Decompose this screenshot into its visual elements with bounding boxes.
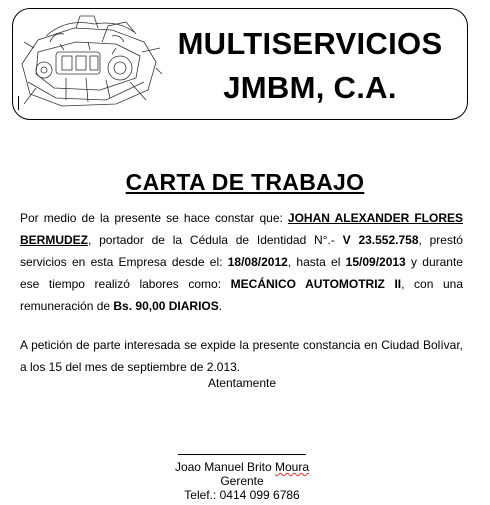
p1-text-1: Por medio de la presente se hace constar que: <box>20 211 288 225</box>
start-date: 18/08/2012 <box>227 255 288 269</box>
signer-name-last: Moura <box>275 460 310 474</box>
closing-salutation: Atentamente <box>207 376 277 390</box>
signature-line <box>178 454 306 455</box>
company-name-line1: MULTISERVICIOS <box>177 26 443 61</box>
p1-text-6: , con una remuneración de <box>20 277 464 313</box>
employee-name: JOHAN ALEXANDER FLORES BERMUDEZ <box>20 211 463 247</box>
company-name-line2: JMBM, C.A. <box>223 70 397 105</box>
p1-text-2: , portador de la Cédula de Identidad N°.- <box>88 233 343 247</box>
signer-phone: Telef.: 0414 099 6786 <box>184 488 300 502</box>
signer-role: Gerente <box>220 474 264 488</box>
company-name <box>160 22 460 110</box>
certification-paragraph <box>20 207 463 317</box>
signer-name <box>0 460 484 474</box>
signer-name-first: Joao Manuel Brito <box>174 460 276 474</box>
p1-text-7: . <box>218 299 223 313</box>
engine-line-art-icon <box>16 12 164 112</box>
job-position: MECÁNICO AUTOMOTRIZ II <box>230 277 402 291</box>
p1-text-3: , prestó servicios en esta Empresa desde el: <box>20 233 463 269</box>
end-date: 15/09/2013 <box>345 255 406 269</box>
document-title: CARTA DE TRABAJO <box>125 169 365 195</box>
p1-text-5: y durante ese tiempo realizó labores como: <box>20 255 463 291</box>
issuance-paragraph: A petición de parte interesada se expide la presente constancia en Ciudad Bolívar, a los 15 del mes de septiembre de 2.013. <box>20 338 463 374</box>
id-number: V 23.552.758 <box>342 233 419 247</box>
p1-text-4: , hasta el <box>287 255 346 269</box>
signature-block <box>0 460 484 502</box>
text-cursor-mark <box>18 96 19 110</box>
salary: Bs. 90,00 DIARIOS <box>113 299 219 313</box>
